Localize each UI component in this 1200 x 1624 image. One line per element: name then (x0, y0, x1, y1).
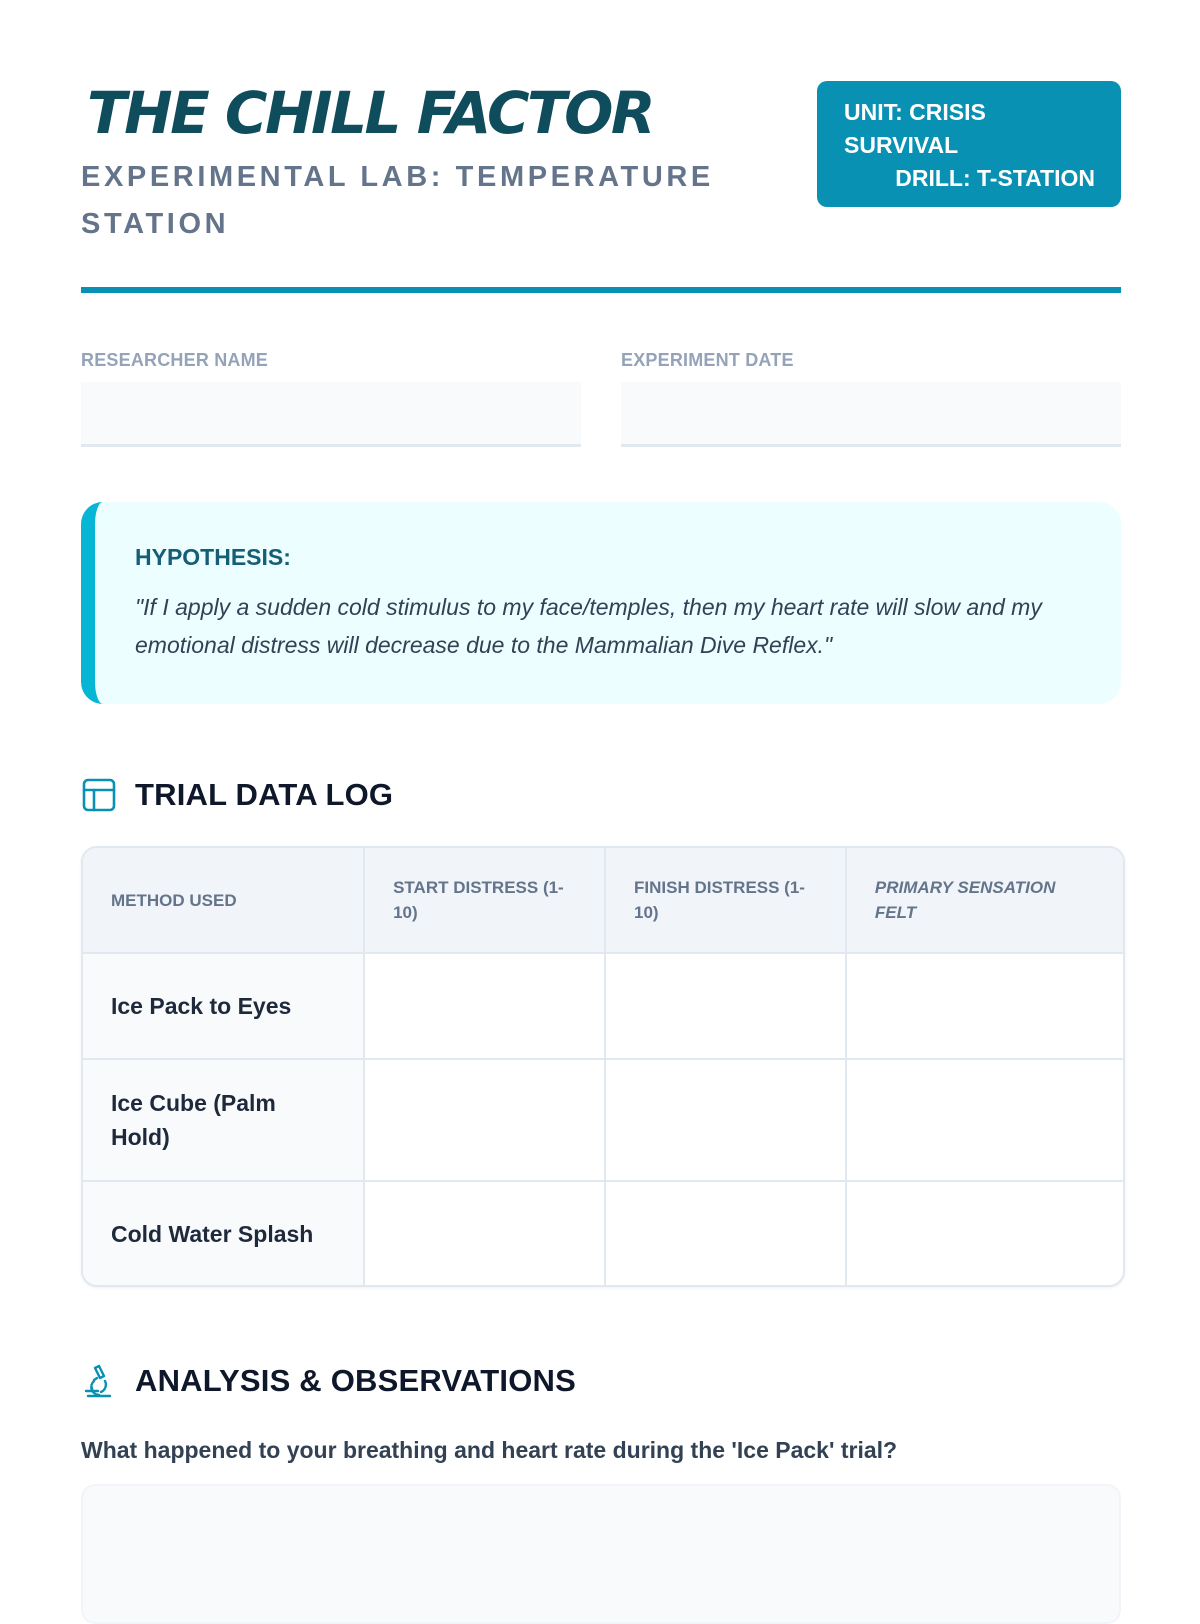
researcher-name-input[interactable] (81, 382, 581, 447)
analysis-answer-1-input[interactable] (81, 1484, 1121, 1624)
analysis-question-1: What happened to your breathing and heart rate during the 'Ice Pack' trial? (81, 1437, 898, 1463)
column-header-start-distress: START DISTRESS (1-10) (364, 848, 605, 953)
hypothesis-callout (81, 502, 1121, 704)
worksheet-page (81, 0, 1121, 1463)
method-cell: Ice Cube (Palm Hold) (83, 1059, 364, 1181)
column-header-finish-distress: FINISH DISTRESS (1-10) (605, 848, 846, 953)
start-distress-cell[interactable] (364, 953, 605, 1059)
header-divider (81, 287, 1121, 293)
finish-distress-cell[interactable] (605, 953, 846, 1059)
experiment-date-input[interactable] (621, 382, 1121, 447)
method-cell: Ice Pack to Eyes (83, 953, 364, 1059)
method-cell: Cold Water Splash (83, 1181, 364, 1285)
primary-sensation-cell[interactable] (846, 1059, 1123, 1181)
trial-data-log-heading (81, 774, 393, 816)
table-row (83, 1059, 1123, 1181)
hypothesis-text: "If I apply a sudden cold stimulus to my face/temples, then my heart rate will slow and my emotional distress will decrease due to the Mammalian Dive Reflex." (135, 594, 1042, 658)
table-row (83, 953, 1123, 1059)
table-row (83, 1181, 1123, 1285)
researcher-name-label: RESEARCHER NAME (81, 350, 269, 370)
table-header-row (83, 848, 1123, 953)
column-header-primary-sensation: PRIMARY SENSATION FELT (846, 848, 1123, 953)
table-icon (81, 777, 117, 813)
unit-badge-line-2: DRILL: T-STATION (895, 165, 1095, 191)
finish-distress-cell[interactable] (605, 1059, 846, 1181)
worksheet-subtitle: EXPERIMENTAL LAB: TEMPERATURE STATION (81, 161, 714, 240)
primary-sensation-cell[interactable] (846, 1181, 1123, 1285)
worksheet-title: THE CHILL FACTOR (87, 79, 654, 147)
unit-badge (817, 81, 1121, 207)
experiment-date-label: EXPERIMENT DATE (621, 350, 794, 370)
primary-sensation-cell[interactable] (846, 953, 1123, 1059)
researcher-name-field (81, 348, 581, 447)
worksheet-header (81, 0, 1121, 300)
column-header-method: METHOD USED (83, 848, 364, 953)
analysis-heading (81, 1360, 576, 1402)
experiment-date-field (621, 348, 1121, 447)
finish-distress-cell[interactable] (605, 1181, 846, 1285)
start-distress-cell[interactable] (364, 1181, 605, 1285)
trial-data-log-title: TRIAL DATA LOG (135, 777, 394, 812)
microscope-icon (81, 1363, 117, 1399)
trial-data-table (81, 846, 1125, 1287)
hypothesis-label: HYPOTHESIS: (135, 544, 291, 570)
analysis-title: ANALYSIS & OBSERVATIONS (135, 1363, 576, 1398)
start-distress-cell[interactable] (364, 1059, 605, 1181)
unit-badge-line-1: UNIT: CRISIS SURVIVAL (844, 99, 986, 158)
info-fields (81, 348, 1121, 448)
